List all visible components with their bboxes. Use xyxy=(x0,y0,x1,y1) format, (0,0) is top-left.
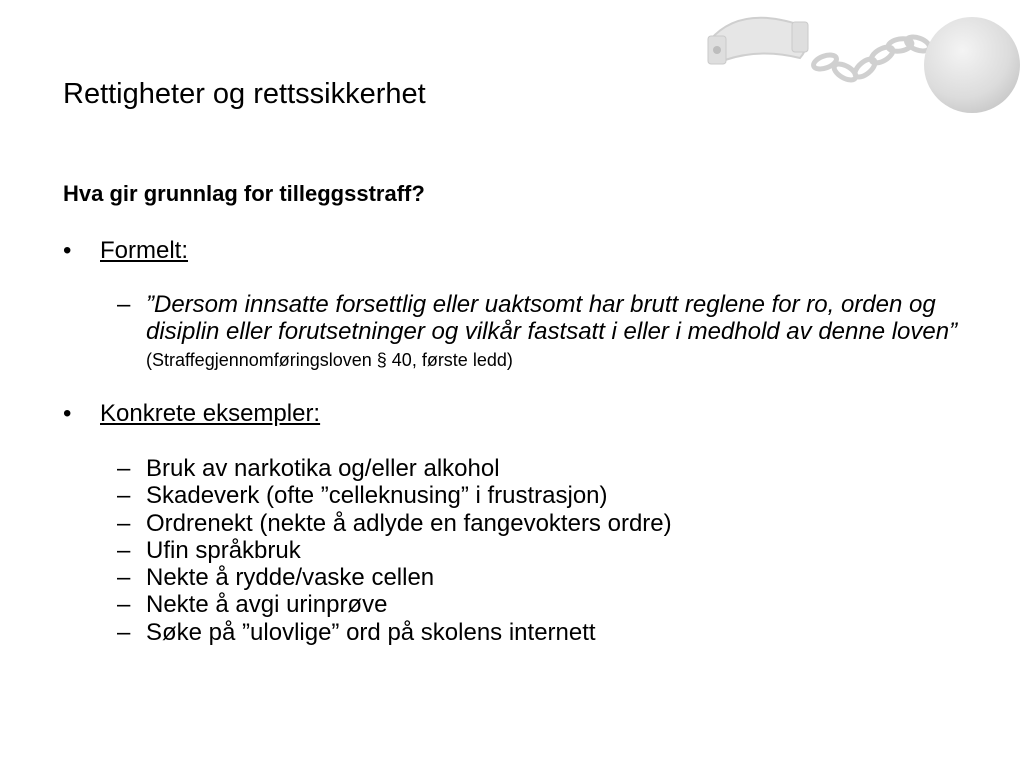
dash-marker: – xyxy=(117,618,131,646)
slide-question: Hva gir grunnlag for tilleggsstraff? xyxy=(63,181,425,206)
example-text: Skadeverk (ofte ”celleknusing” i frustrasjon) xyxy=(146,482,608,510)
bullet-label-examples: Konkrete eksempler: xyxy=(100,400,321,427)
dash-marker: – xyxy=(117,291,131,318)
dash-marker: – xyxy=(117,455,131,482)
list-item xyxy=(117,619,672,646)
bullet-label-formal: Formelt: xyxy=(100,237,189,264)
list-item xyxy=(117,564,672,591)
list-item xyxy=(117,455,672,482)
example-text: Bruk av narkotika og/eller alkohol xyxy=(146,455,500,482)
bullet-marker: • xyxy=(63,400,72,427)
bullet-formal xyxy=(63,237,188,265)
example-text: Ufin språkbruk xyxy=(146,536,301,564)
list-item xyxy=(117,537,672,564)
law-reference: (Straffegjennomføringsloven § 40, første ledd) xyxy=(146,350,513,370)
dash-marker: – xyxy=(117,591,131,619)
dash-marker: – xyxy=(117,536,131,564)
formal-quote-item xyxy=(117,291,977,374)
example-text: Nekte å avgi urinprøve xyxy=(146,591,388,619)
dash-marker: – xyxy=(117,564,131,592)
example-text: Søke på ”ulovlige” ord på skolens internett xyxy=(146,618,596,646)
dash-marker: – xyxy=(117,482,131,510)
examples-list xyxy=(117,455,672,646)
law-quote: ”Dersom innsatte forsettlig eller uaktsomt har brutt reglene for ro, orden og disiplin eller forutsetninger og vilkår fastsatt i eller i medhold av denne loven” xyxy=(146,291,958,345)
example-text: Nekte å rydde/vaske cellen xyxy=(146,564,435,592)
example-text: Ordrenekt (nekte å adlyde en fangevokters ordre) xyxy=(146,509,672,537)
bullet-examples xyxy=(63,400,320,428)
ball-and-chain-icon xyxy=(700,0,1024,120)
list-item xyxy=(117,591,672,618)
bullet-marker: • xyxy=(63,237,72,264)
slide-title: Rettigheter og rettssikkerhet xyxy=(63,78,426,110)
dash-marker: – xyxy=(117,509,131,537)
list-item xyxy=(117,510,672,537)
list-item xyxy=(117,482,672,509)
